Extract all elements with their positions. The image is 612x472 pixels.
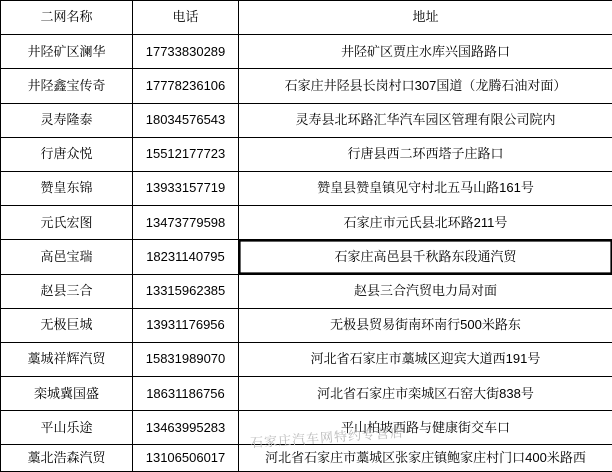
watermark-text: 石家庄汽车网特约专营店 <box>250 422 405 452</box>
cell-name: 无极巨城 <box>1 308 133 342</box>
table-row <box>1 240 612 274</box>
cell-address: 河北省石家庄市栾城区石窑大街838号 <box>239 377 612 411</box>
cell-address: 无极县贸易街南环南行500米路东 <box>239 308 612 342</box>
cell-name: 井陉矿区澜华 <box>1 35 133 69</box>
cell-name: 高邑宝瑞 <box>1 240 133 274</box>
cell-name: 赞皇东锦 <box>1 171 133 205</box>
cell-name: 元氏宏图 <box>1 206 133 240</box>
cell-name: 灵寿隆泰 <box>1 103 133 137</box>
cell-address: 石家庄市元氏县北环路211号 <box>239 206 612 240</box>
cell-name: 栾城冀国盛 <box>1 377 133 411</box>
cell-phone: 13473779598 <box>133 206 239 240</box>
table-row <box>1 274 612 308</box>
table-row <box>1 308 612 342</box>
cell-address: 井陉矿区贾庄水库兴国路路口 <box>239 35 612 69</box>
table-row <box>1 35 612 69</box>
table-header-row <box>1 1 612 35</box>
cell-address: 行唐县西二环西塔子庄路口 <box>239 137 612 171</box>
table-row <box>1 411 612 445</box>
cell-address: 河北省石家庄市藁城区迎宾大道西191号 <box>239 342 612 376</box>
cell-name: 井陉鑫宝传奇 <box>1 69 133 103</box>
cell-phone: 15831989070 <box>133 342 239 376</box>
column-header-phone: 电话 <box>133 1 239 35</box>
cell-name: 行唐众悦 <box>1 137 133 171</box>
cell-phone: 18631186756 <box>133 377 239 411</box>
cell-phone: 15512177723 <box>133 137 239 171</box>
table-row <box>1 206 612 240</box>
cell-name: 藁北浩森汽贸 <box>1 445 133 472</box>
cell-phone: 18034576543 <box>133 103 239 137</box>
cell-name: 藁城祥辉汽贸 <box>1 342 133 376</box>
cell-address: 赵县三合汽贸电力局对面 <box>239 274 612 308</box>
cell-address: 赞皇县赞皇镇见守村北五马山路161号 <box>239 171 612 205</box>
cell-phone: 13463995283 <box>133 411 239 445</box>
cell-phone: 13106506017 <box>133 445 239 472</box>
cell-address-selected[interactable]: 石家庄高邑县千秋路东段通汽贸 <box>239 240 612 274</box>
cell-address: 灵寿县北环路汇华汽车园区管理有限公司院内 <box>239 103 612 137</box>
table-row <box>1 137 612 171</box>
table-row <box>1 171 612 205</box>
table-header <box>1 1 612 35</box>
cell-address: 河北省石家庄市藁城区张家庄镇鲍家庄村门口400米路西 <box>239 445 612 472</box>
cell-phone: 17733830289 <box>133 35 239 69</box>
column-header-address: 地址 <box>239 1 612 35</box>
table-row <box>1 342 612 376</box>
column-header-name: 二网名称 <box>1 1 133 35</box>
cell-phone: 17778236106 <box>133 69 239 103</box>
table-row <box>1 377 612 411</box>
cell-address: 平山柏坡西路与健康街交车口 <box>239 411 612 445</box>
table-body <box>1 35 612 472</box>
cell-address: 石家庄井陉县长岗村口307国道（龙腾石油对面） <box>239 69 612 103</box>
cell-phone: 18231140795 <box>133 240 239 274</box>
table-row <box>1 445 612 472</box>
cell-phone: 13933157719 <box>133 171 239 205</box>
cell-name: 赵县三合 <box>1 274 133 308</box>
cell-name: 平山乐途 <box>1 411 133 445</box>
table-row <box>1 69 612 103</box>
cell-phone: 13931176956 <box>133 308 239 342</box>
table-row <box>1 103 612 137</box>
cell-phone: 13315962385 <box>133 274 239 308</box>
